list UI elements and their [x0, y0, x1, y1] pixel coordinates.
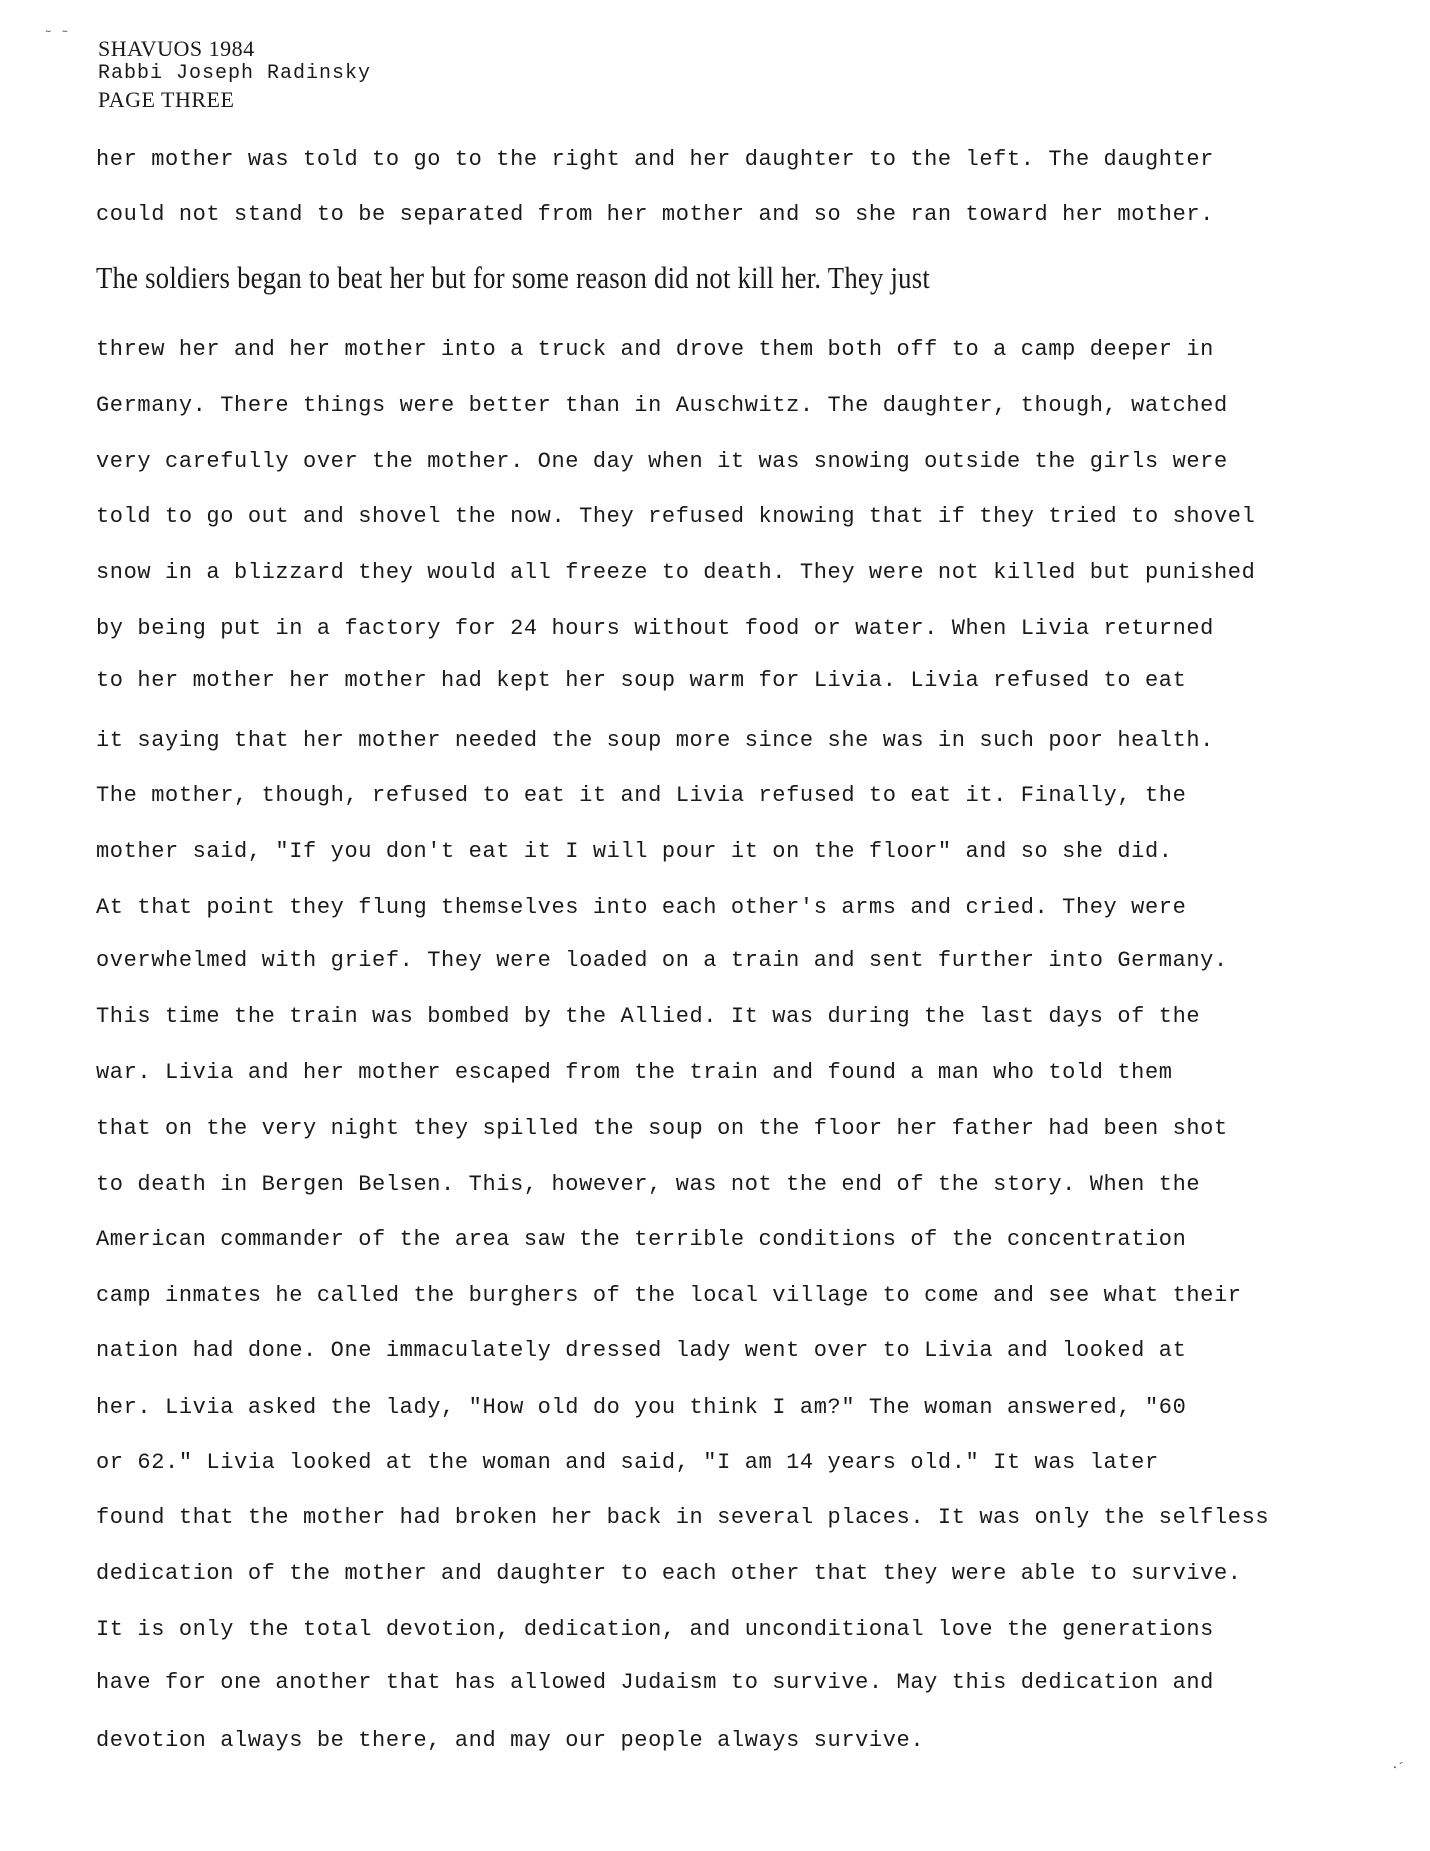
body-line: to death in Bergen Belsen. This, however, was not the end of the story. When the	[96, 1172, 1201, 1197]
body-line: her. Livia asked the lady, "How old do you think I am?" The woman answered, "60	[96, 1395, 1187, 1420]
body-line: At that point they flung themselves into each other's arms and cried. They were	[96, 895, 1187, 920]
body-line: told to go out and shovel the now. They refused knowing that if they tried to shovel	[96, 504, 1256, 529]
body-line: The mother, though, refused to eat it and Livia refused to eat it. Finally, the	[96, 783, 1187, 808]
body-line: It is only the total devotion, dedication, and unconditional love the generations	[96, 1617, 1214, 1642]
body-line: could not stand to be separated from her mother and so she ran toward her mother.	[96, 202, 1214, 227]
body-line: very carefully over the mother. One day when it was snowing outside the girls were	[96, 449, 1228, 474]
body-line: her mother was told to go to the right and her daughter to the left. The daughter	[96, 147, 1214, 172]
body-line: dedication of the mother and daughter to each other that they were able to survive.	[96, 1561, 1242, 1586]
body-line: overwhelmed with grief. They were loaded on a train and sent further into Germany.	[96, 948, 1228, 973]
body-line: threw her and her mother into a truck and drove them both off to a camp deeper in	[96, 337, 1214, 362]
body-line: war. Livia and her mother escaped from the train and found a man who told them	[96, 1060, 1173, 1085]
body-line: snow in a blizzard they would all freeze to death. They were not killed but punished	[96, 560, 1256, 585]
body-line: American commander of the area saw the terrible conditions of the concentration	[96, 1227, 1187, 1252]
scan-mark: ⸱´	[1393, 1761, 1406, 1777]
body-line: by being put in a factory for 24 hours without food or water. When Livia returned	[96, 616, 1214, 641]
body-line: This time the train was bombed by the Allied. It was during the last days of the	[96, 1004, 1201, 1029]
body-line: camp inmates he called the burghers of the local village to come and see what their	[96, 1283, 1242, 1308]
body-line: devotion always be there, and may our people always survive.	[96, 1728, 925, 1753]
body-line: The soldiers began to beat her but for some reason did not kill her. They just	[96, 260, 931, 295]
body-line: that on the very night they spilled the soup on the floor her father had been shot	[96, 1116, 1228, 1141]
body-line: found that the mother had broken her back in several places. It was only the selfless	[96, 1505, 1270, 1530]
header-page-number: PAGE THREE	[98, 87, 235, 112]
body-line: it saying that her mother needed the soup more since she was in such poor health.	[96, 728, 1214, 753]
body-line: nation had done. One immaculately dressed lady went over to Livia and looked at	[96, 1338, 1187, 1363]
body-line: have for one another that has allowed Judaism to survive. May this dedication and	[96, 1670, 1214, 1695]
body-line: Germany. There things were better than in Auschwitz. The daughter, though, watched	[96, 393, 1228, 418]
header-author: Rabbi Joseph Radinsky	[98, 62, 372, 85]
scan-mark: ˜ ˜	[44, 29, 70, 45]
body-line: mother said, "If you don't eat it I will pour it on the floor" and so she did.	[96, 839, 1173, 864]
body-line: to her mother her mother had kept her soup warm for Livia. Livia refused to eat	[96, 668, 1187, 693]
header-title: SHAVUOS 1984	[98, 36, 255, 61]
body-line: or 62." Livia looked at the woman and said, "I am 14 years old." It was later	[96, 1450, 1159, 1475]
